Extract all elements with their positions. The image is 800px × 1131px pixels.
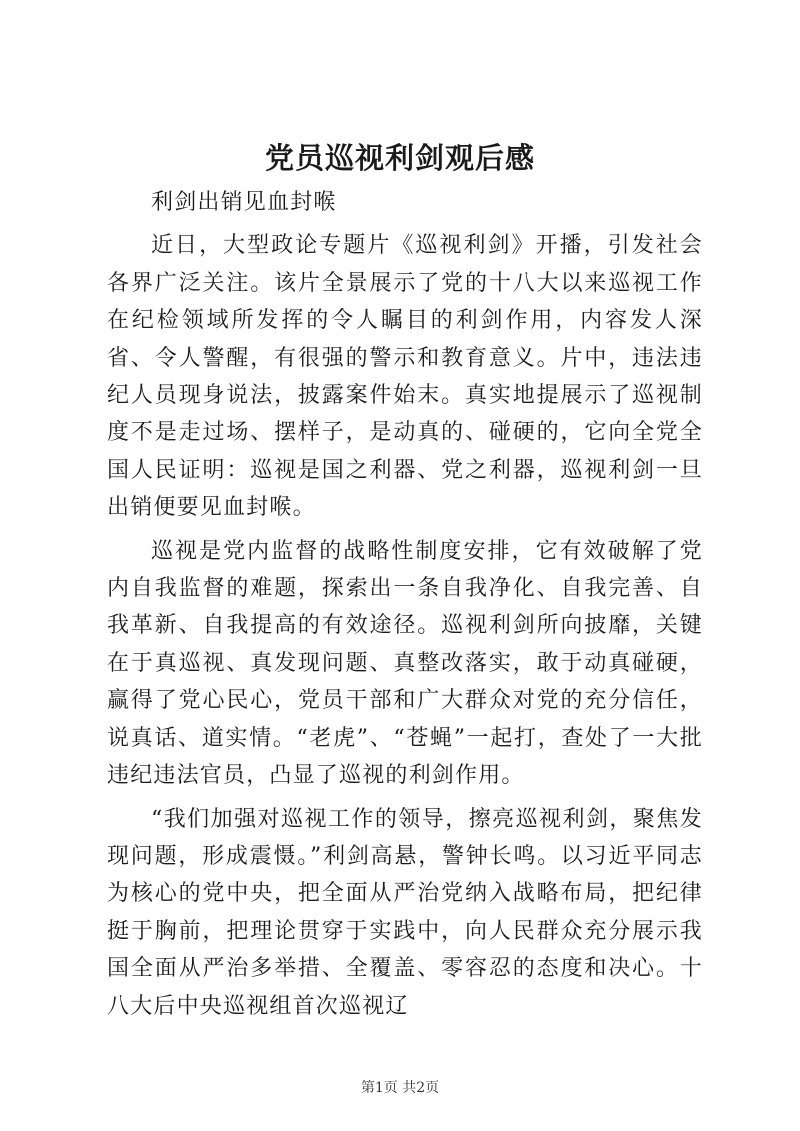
document-title: 党员巡视利剑观后感: [264, 141, 535, 175]
document-subtitle: 利剑出销见血封喉: [151, 190, 337, 215]
paragraph-1: 近日，大型政论专题片《巡视利剑》开播，引发社会各界广泛关注。该片全景展示了党的十八大以来巡视工作在纪检领域所发挥的令人瞩目的利剑作用，内容发人深省、令人警醒，有很强的警示和教育意义。片中，违法违纪人员现身说法，披露案件始末。真实地提展示了巡视制度不是走过场、摆样子，是动真的、碰硬的，它向全党全国人民证明：巡视是国之利器、党之利器，巡视利剑一旦出销便要见血封喉。: [107, 233, 703, 521]
paragraph-2: 巡视是党内监督的战略性制度安排，它有效破解了党内自我监督的难题，探索出一条自我净化、自我完善、自我革新、自我提高的有效途径。巡视利剑所向披靡，关键在于真巡视、真发现问题、真整改落实，敢于动真碰硬，赢得了党心民心，党员干部和广大群众对党的充分信任，说真话、道实情。“老虎”、“苍蝇”一起打，查处了一大批违纪违法官员，凸显了巡视的利剑作用。: [107, 538, 703, 789]
document-body: [107, 184, 703, 1025]
paragraph-3: “我们加强对巡视工作的领导，擦亮巡视利剑，聚焦发现问题，形成震慑。”利剑高悬，警钟长鸣。以习近平同志为核心的党中央，把全面从严治党纳入战略布局，把纪律挺于胸前，把理论贯穿于实践中，向人民群众充分展示我国全面从严治多举措、全覆盖、零容忍的态度和决心。十八大后中央巡视组首次巡视辽: [107, 806, 703, 1019]
page-number-footer: 第1页 共2页: [360, 1080, 440, 1096]
